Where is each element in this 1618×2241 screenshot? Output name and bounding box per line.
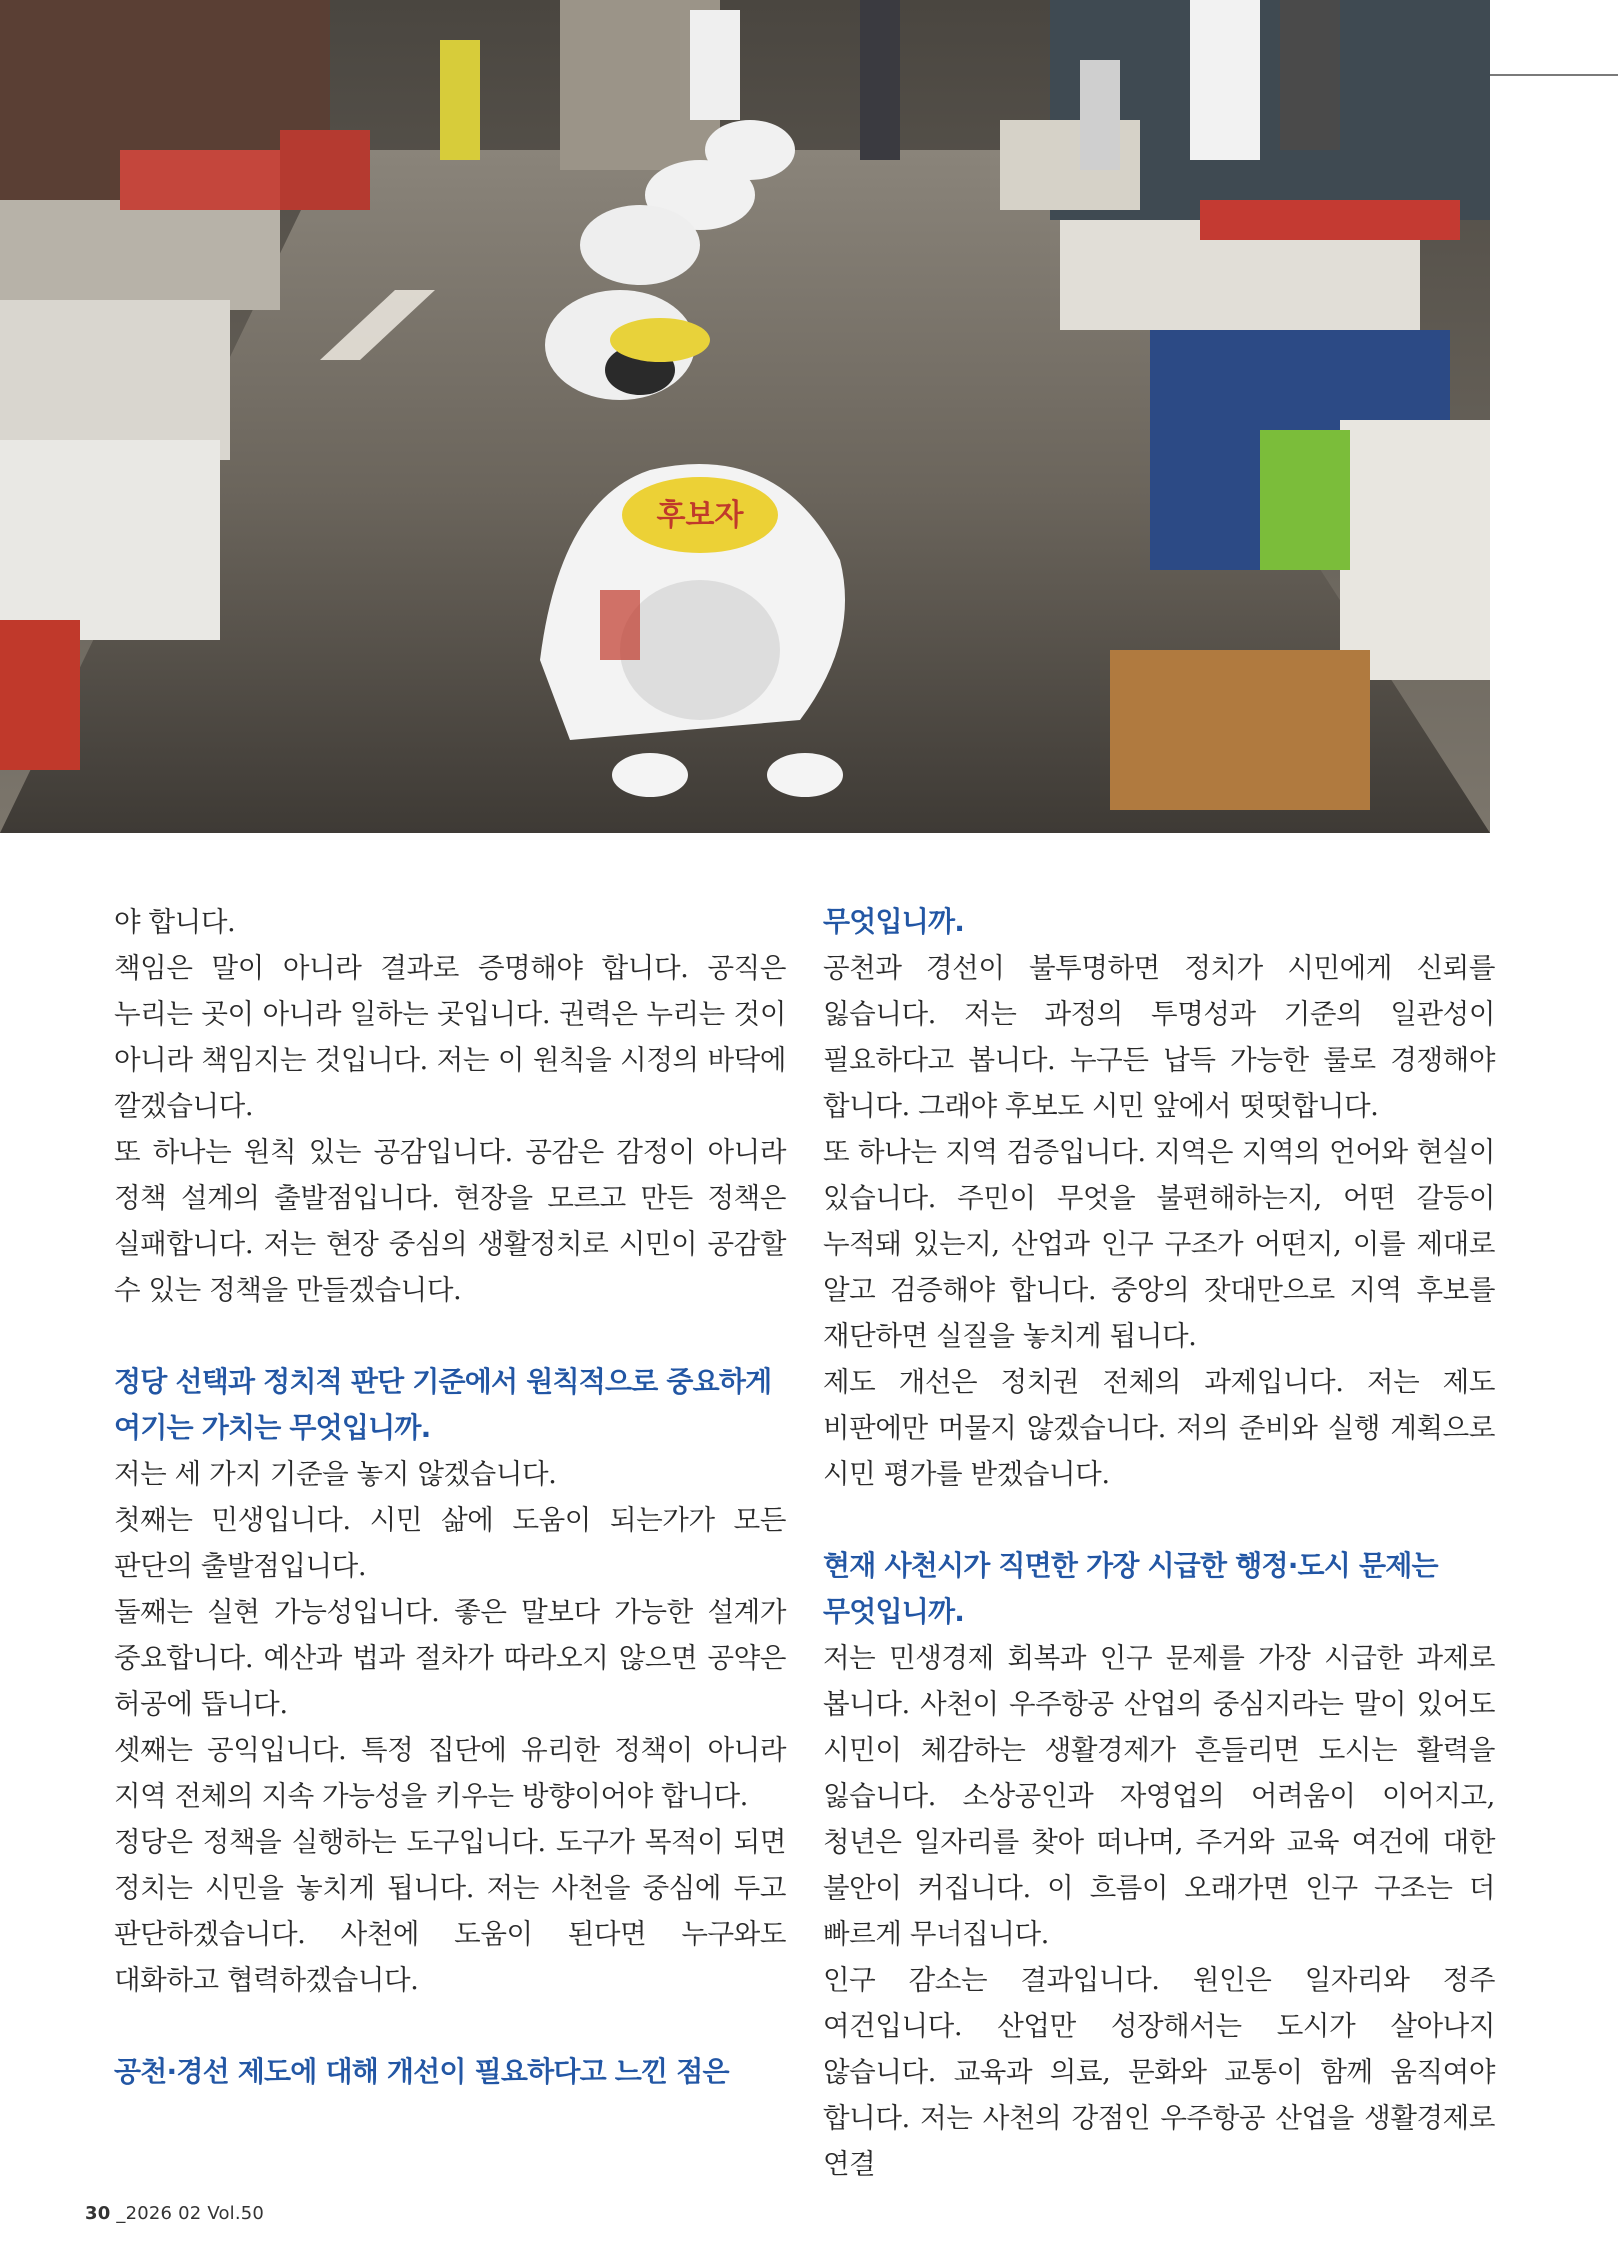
body-paragraph: 또 하나는 원칙 있는 공감입니다. 공감은 감정이 아니라 정책 설계의 출발점입니다. 현장을 모르고 만든 정책은 실패합니다. 저는 현장 중심의 생활정치로 시민이 공감할 수 있는 정책을 만들겠습니다. xyxy=(114,1136,786,1306)
paragraph-gap xyxy=(114,1313,786,1359)
photo-icon xyxy=(0,0,1490,833)
body-paragraph: 야 합니다. xyxy=(114,906,236,938)
section-heading: 정당 선택과 정치적 판단 기준에서 원칙적으로 중요하게 여기는 가치는 무엇입니까. xyxy=(114,1365,772,1444)
right-column xyxy=(823,899,1495,2187)
body-paragraph: 첫째는 민생입니다. 시민 삶에 도움이 되는가가 모든 판단의 출발점입니다. xyxy=(114,1504,786,1582)
top-right-rule xyxy=(1490,74,1618,76)
body-paragraph: 둘째는 실현 가능성입니다. 좋은 말보다 가능한 설계가 중요합니다. 예산과 법과 절차가 따라오지 않으면 공약은 허공에 뜹니다. xyxy=(114,1596,786,1720)
section-heading: 무엇입니까. xyxy=(823,905,965,938)
body-paragraph: 책임은 말이 아니라 결과로 증명해야 합니다. 공직은 누리는 곳이 아니라 일하는 곳입니다. 권력은 누리는 것이 아니라 책임지는 것입니다. 저는 이 원칙을 시정의 바닥에 깔겠습니다. xyxy=(114,952,786,1122)
body-paragraph: 저는 민생경제 회복과 인구 문제를 가장 시급한 과제로 봅니다. 사천이 우주항공 산업의 중심지라는 말이 있어도 시민이 체감하는 생활경제가 흔들리면 도시는 활력을 잃습니다. 소상공인과 자영업의 어려움이 이어지고, 청년은 일자리를 찾아 떠나며, 주거와 교육 여건에 대한 불안이 커집니다. 이 흐름이 오래가면 인구 구조는 더 빠르게 무너집니다. xyxy=(823,1642,1495,1950)
issue-info: _2026 02 Vol.50 xyxy=(110,2203,265,2224)
body-paragraph: 제도 개선은 정치권 전체의 과제입니다. 저는 제도 비판에만 머물지 않겠습니다. 저의 준비와 실행 계획으로 시민 평가를 받겠습니다. xyxy=(823,1366,1495,1490)
body-paragraph: 정당은 정책을 실행하는 도구입니다. 도구가 목적이 되면 정치는 시민을 놓치게 됩니다. 저는 사천을 중심에 두고 판단하겠습니다. 사천에 도움이 된다면 누구와도 대화하고 협력하겠습니다. xyxy=(114,1826,786,1996)
page-footer xyxy=(85,2203,264,2224)
paragraph-gap xyxy=(823,1497,1495,1543)
body-paragraph: 인구 감소는 결과입니다. 원인은 일자리와 정주 여건입니다. 산업만 성장해서는 도시가 살아나지 않습니다. 교육과 의료, 문화와 교통이 함께 움직여야 합니다. 저는 사천의 강점인 우주항공 산업을 생활경제로 연결 xyxy=(823,1964,1495,2180)
body-paragraph: 셋째는 공익입니다. 특정 집단에 유리한 정책이 아니라 지역 전체의 지속 가능성을 키우는 방향이어야 합니다. xyxy=(114,1734,786,1812)
page-number: 30 xyxy=(85,2203,111,2224)
section-heading: 현재 사천시가 직면한 가장 시급한 행정·도시 문제는 무엇입니까. xyxy=(823,1549,1438,1628)
paragraph-gap xyxy=(114,2003,786,2049)
vest-text: 후보자 xyxy=(656,498,744,533)
body-paragraph: 저는 세 가지 기준을 놓지 않겠습니다. xyxy=(114,1458,557,1490)
market-campaign-photo xyxy=(0,0,1490,833)
body-paragraph: 또 하나는 지역 검증입니다. 지역은 지역의 언어와 현실이 있습니다. 주민이 무엇을 불편해하는지, 어떤 갈등이 누적돼 있는지, 산업과 인구 구조가 어떤지, 이를 제대로 알고 검증해야 합니다. 중앙의 잣대만으로 지역 후보를 재단하면 실질을 놓치게 됩니다. xyxy=(823,1136,1495,1352)
body-paragraph: 공천과 경선이 불투명하면 정치가 시민에게 신뢰를 잃습니다. 저는 과정의 투명성과 기준의 일관성이 필요하다고 봅니다. 누구든 납득 가능한 룰로 경쟁해야 합니다. 그래야 후보도 시민 앞에서 떳떳합니다. xyxy=(823,952,1495,1122)
left-column xyxy=(114,899,786,2095)
section-heading: 공천·경선 제도에 대해 개선이 필요하다고 느낀 점은 xyxy=(114,2055,729,2088)
